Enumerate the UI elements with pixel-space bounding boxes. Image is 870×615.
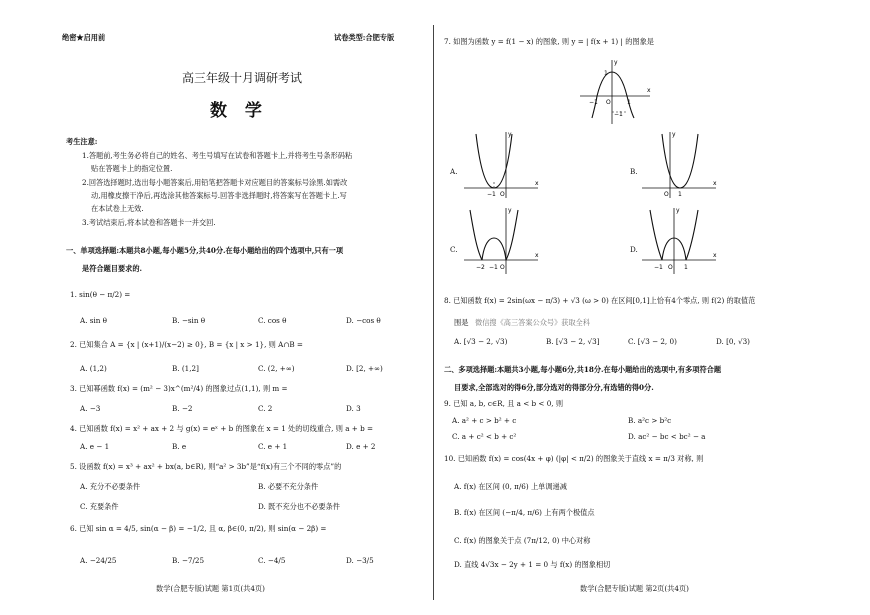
q1-option-b: B. −sin θ	[172, 316, 206, 325]
graph-c-x-neg1: −1	[489, 264, 498, 271]
footer-page-2: 数学(合肥专版)试题 第2页(共4页)	[580, 584, 689, 593]
q6-option-a: A. −24/25	[80, 556, 117, 565]
q6-stem: 6. 已知 sin α = 4/5, sin(α − β) = −1/2, 且 α, β∈(0, π/2), 则 sin(α − 2β) =	[70, 524, 327, 533]
section-2-heading-cont: 目要求,全部选对的得6分,部分选对的得部分分,有选错的得0分.	[454, 383, 654, 392]
main-x-neg: −1	[589, 99, 598, 106]
q8-stem: 8. 已知函数 f(x) = 2sin(ωx − π/3) + √3 (ω > 0) 在区间[0,1]上恰有4个零点, 则 f(2) 的取值范	[444, 296, 756, 305]
graph-c-y-label: y	[508, 207, 512, 214]
q7-graph-d	[640, 204, 720, 276]
main-x-pos: 1	[627, 99, 631, 106]
q1-option-d: D. −cos θ	[346, 316, 381, 325]
notice-item-2-cont2: 在本试卷上无效.	[91, 204, 144, 213]
q7-option-d-label: D.	[630, 245, 638, 254]
graph-b-x-label: x	[713, 180, 717, 187]
column-divider	[433, 25, 434, 600]
q10-option-d: D. 直线 4√3x − 2y + 1 = 0 与 f(x) 的图象相切	[454, 560, 611, 569]
section-1-heading: 一、单项选择题:本题共8小题,每小题5分,共40分.在每小题给出的四个选项中,只有一项	[66, 246, 344, 255]
q1-stem: 1. sin(θ − π/2) =	[70, 290, 131, 299]
q9-option-b: B. a²c > b²c	[628, 416, 672, 425]
graph-d-x-label: x	[713, 252, 717, 259]
q2-option-c: C. (2, +∞)	[258, 364, 295, 373]
q7-option-b-label: B.	[630, 167, 638, 176]
graph-a-x-neg: −1	[487, 191, 496, 198]
q4-option-b: B. e	[172, 442, 187, 451]
graph-a-x-o: O	[500, 191, 505, 198]
graph-c-curve-left	[470, 210, 482, 260]
q1-option-a: A. sin θ	[80, 316, 107, 325]
graph-d-x-pos1: 1	[684, 264, 688, 271]
graph-c-x-o: O	[500, 264, 505, 271]
q5-stem: 5. 设函数 f(x) = x³ + ax² + bx(a, b∈R), 则“a² > 3b”是“f(x)有三个不同的零点”的	[70, 462, 342, 471]
main-y-label: y	[614, 59, 618, 66]
graph-d-curve-left	[650, 210, 662, 260]
q10-stem: 10. 已知函数 f(x) = cos(4x + φ) (|φ| < π/2) 的图象关于直线 x = π/3 对称, 则	[444, 454, 704, 463]
graph-b-curve	[662, 134, 698, 188]
q7-main-graph	[578, 56, 654, 126]
notice-item-1-cont: 贴在答题卡上的指定位置.	[91, 164, 173, 173]
q8-option-b: B. [√3 − 2, √3]	[546, 337, 600, 346]
q10-option-b: B. f(x) 在区间 (−π/4, π/6) 上有两个极值点	[454, 508, 595, 517]
graph-a-y-label: y	[508, 131, 512, 138]
q2-option-a: A. (1,2)	[80, 364, 107, 373]
q6-option-b: B. −7/25	[172, 556, 205, 565]
notice-item-2-cont: 动,用橡皮擦干净后,再选涂其他答案标号.回答非选择题时,将答案写在答题卡上.写	[91, 191, 347, 200]
graph-c-x-neg2: −2	[476, 264, 485, 271]
q8-stem-cont: 围是	[454, 318, 469, 327]
q3-option-d: D. 3	[346, 404, 361, 413]
q4-option-d: D. e + 2	[346, 442, 376, 451]
q8-option-d: D. [0, √3)	[716, 337, 750, 346]
section-2-heading: 二、多项选择题:本题共3小题,每小题6分,共18分.在每小题给出的选项中,有多项符合题	[444, 365, 722, 374]
main-x-label: x	[647, 87, 651, 94]
q4-option-c: C. e + 1	[258, 442, 288, 451]
graph-c-curve-right	[506, 210, 518, 260]
q3-option-c: C. 2	[258, 404, 273, 413]
q8-option-a: A. [√3 − 2, √3)	[454, 337, 508, 346]
q4-option-a: A. e − 1	[80, 442, 110, 451]
q7-graph-a	[462, 128, 542, 200]
watermark-text: 微信搜《高三答案公众号》获取全科	[475, 318, 591, 327]
notice-heading: 考生注意:	[66, 137, 98, 146]
q10-option-a: A. f(x) 在区间 (0, π/6) 上单调递减	[454, 482, 567, 491]
q1-option-c: C. cos θ	[258, 316, 287, 325]
paper-type-label: 试卷类型:合肥专版	[334, 33, 395, 42]
q6-option-c: C. −4/5	[258, 556, 286, 565]
graph-a-x-label: x	[535, 180, 539, 187]
notice-item-1: 1.答题前,考生务必将自己的姓名、考生号填写在试卷和答题卡上,并将考生号条形码粘	[82, 151, 353, 160]
q5-option-b: B. 必要不充分条件	[258, 482, 319, 491]
main-x-o: O	[606, 99, 611, 106]
q7-graph-c	[462, 204, 542, 276]
graph-a-curve	[476, 134, 512, 188]
confidential-label: 绝密★启用前	[62, 33, 106, 42]
q2-option-d: D. [2, +∞)	[346, 364, 383, 373]
q3-stem: 3. 已知幂函数 f(x) = (m² − 3)x^(m²/4) 的图象过点(1,1), 则 m =	[70, 384, 288, 393]
q10-option-c: C. f(x) 的图象关于点 (7π/12, 0) 中心对称	[454, 536, 591, 545]
q7-option-a-label: A.	[450, 167, 458, 176]
graph-b-x-pos: 1	[678, 191, 682, 198]
q7-graph-b	[640, 128, 720, 200]
q7-option-c-label: C.	[450, 245, 458, 254]
q9-option-d: D. ac² − bc < bc² − a	[628, 432, 706, 441]
graph-d-x-o: O	[668, 264, 673, 271]
q7-stem: 7. 如图为函数 y = f(1 − x) 的图象, 则 y = | f(x + 1) | 的图象是	[444, 37, 654, 46]
q8-option-c: C. [√3 − 2, 0)	[628, 337, 677, 346]
subject-title: 数 学	[210, 101, 268, 121]
q3-option-a: A. −3	[80, 404, 101, 413]
graph-c-x-label: x	[535, 252, 539, 259]
graph-c-hump	[482, 238, 506, 260]
q2-option-b: B. (1,2]	[172, 364, 199, 373]
graph-b-x-o: O	[664, 191, 669, 198]
graph-d-curve-right	[686, 210, 698, 260]
main-y-bot: −1	[614, 111, 623, 118]
section-1-heading-cont: 是符合题目要求的.	[82, 264, 143, 273]
q6-option-d: D. −3/5	[346, 556, 374, 565]
graph-d-x-neg1: −1	[654, 264, 663, 271]
q4-stem: 4. 已知函数 f(x) = x² + ax + 2 与 g(x) = eˣ + b 的图象在 x = 1 处的切线重合, 则 a + b =	[70, 424, 373, 433]
q2-stem: 2. 已知集合 A = {x | (x+1)/(x−2) ≥ 0}, B = {x | x > 1}, 则 A∩B =	[70, 340, 303, 349]
graph-d-y-label: y	[676, 207, 680, 214]
q5-option-d: D. 既不充分也不必要条件	[258, 502, 340, 511]
footer-page-1: 数学(合肥专版)试题 第1页(共4页)	[156, 584, 265, 593]
q9-option-c: C. a + c² < b + c²	[452, 432, 517, 441]
main-y-top: 1	[604, 70, 608, 77]
notice-item-3: 3.考试结束后,将本试卷和答题卡一并交回.	[82, 218, 216, 227]
q9-stem: 9. 已知 a, b, c∈R, 且 a < b < 0, 则	[444, 399, 564, 408]
exam-title: 高三年级十月调研考试	[182, 71, 303, 85]
q5-option-a: A. 充分不必要条件	[80, 482, 141, 491]
notice-item-2: 2.回答选择题时,选出每小题答案后,用铅笔把答题卡对应题目的答案标号涂黑.如需改	[82, 178, 348, 187]
q5-option-c: C. 充要条件	[80, 502, 119, 511]
q9-option-a: A. a² + c > b² + c	[452, 416, 517, 425]
graph-b-y-label: y	[672, 131, 676, 138]
q3-option-b: B. −2	[172, 404, 193, 413]
